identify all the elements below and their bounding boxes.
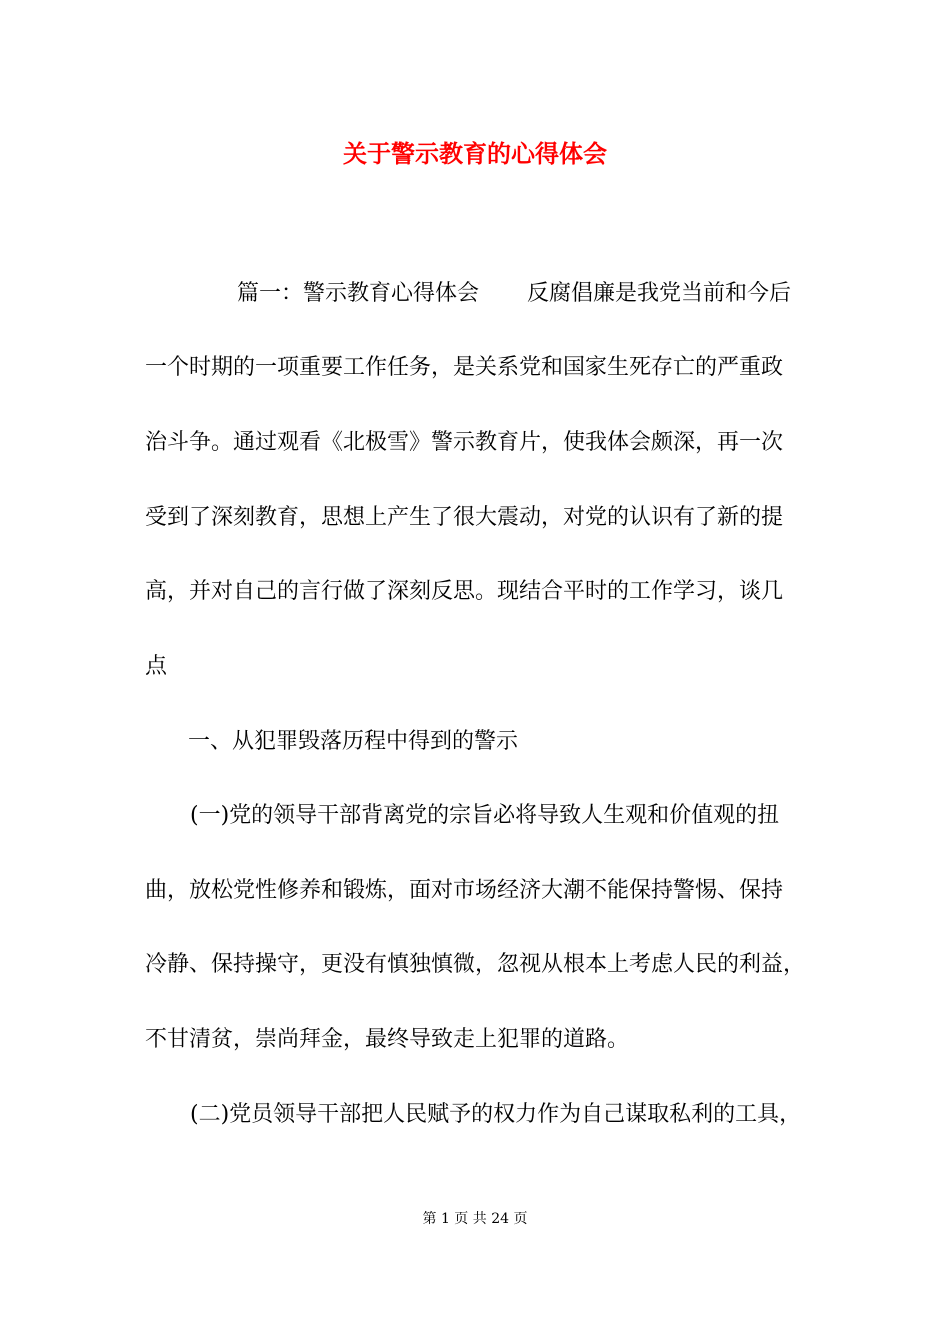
paragraph-line-4: 受到了深刻教育，思想上产生了很大震动，对党的认识有了新的提 [145, 505, 784, 530]
document-title: 关于警示教育的心得体会 [343, 139, 607, 168]
paragraph-line-11: 不甘清贫，崇尚拜金，最终导致走上犯罪的道路。 [145, 1027, 630, 1052]
paragraph-line-6: 点 [145, 654, 168, 679]
article-heading-label: 篇一：警示教育心得体会 [237, 281, 480, 306]
page-number-footer: 第 1 页 共 24 页 [422, 1211, 528, 1227]
paragraph-line-3: 治斗争。通过观看《北极雪》警示教育片，使我体会颇深，再一次 [145, 430, 784, 455]
paragraph-line-5: 高，并对自己的言行做了深刻反思。现结合平时的工作学习，谈几 [145, 579, 784, 604]
section-heading: 一、从犯罪毁落历程中得到的警示 [188, 729, 519, 754]
paragraph-line-9: 曲，放松党性修养和锻炼，面对市场经济大潮不能保持警惕、保持 [145, 878, 784, 903]
paragraph-line-8: (一)党的领导干部背离党的宗旨必将导致人生观和价值观的扭 [190, 803, 780, 828]
paragraph-line-2: 一个时期的一项重要工作任务，是关系党和国家生死存亡的严重政 [145, 355, 784, 380]
paragraph-line-12: (二)党员领导干部把人民赋予的权力作为自己谋取私利的工具， [190, 1102, 802, 1127]
paragraph-line-1 [237, 278, 917, 310]
paragraph-text: 反腐倡廉是我党当前和今后 [527, 281, 792, 306]
paragraph-line-10: 冷静、保持操守，更没有慎独慎微，忽视从根本上考虑人民的利益， [145, 952, 806, 977]
